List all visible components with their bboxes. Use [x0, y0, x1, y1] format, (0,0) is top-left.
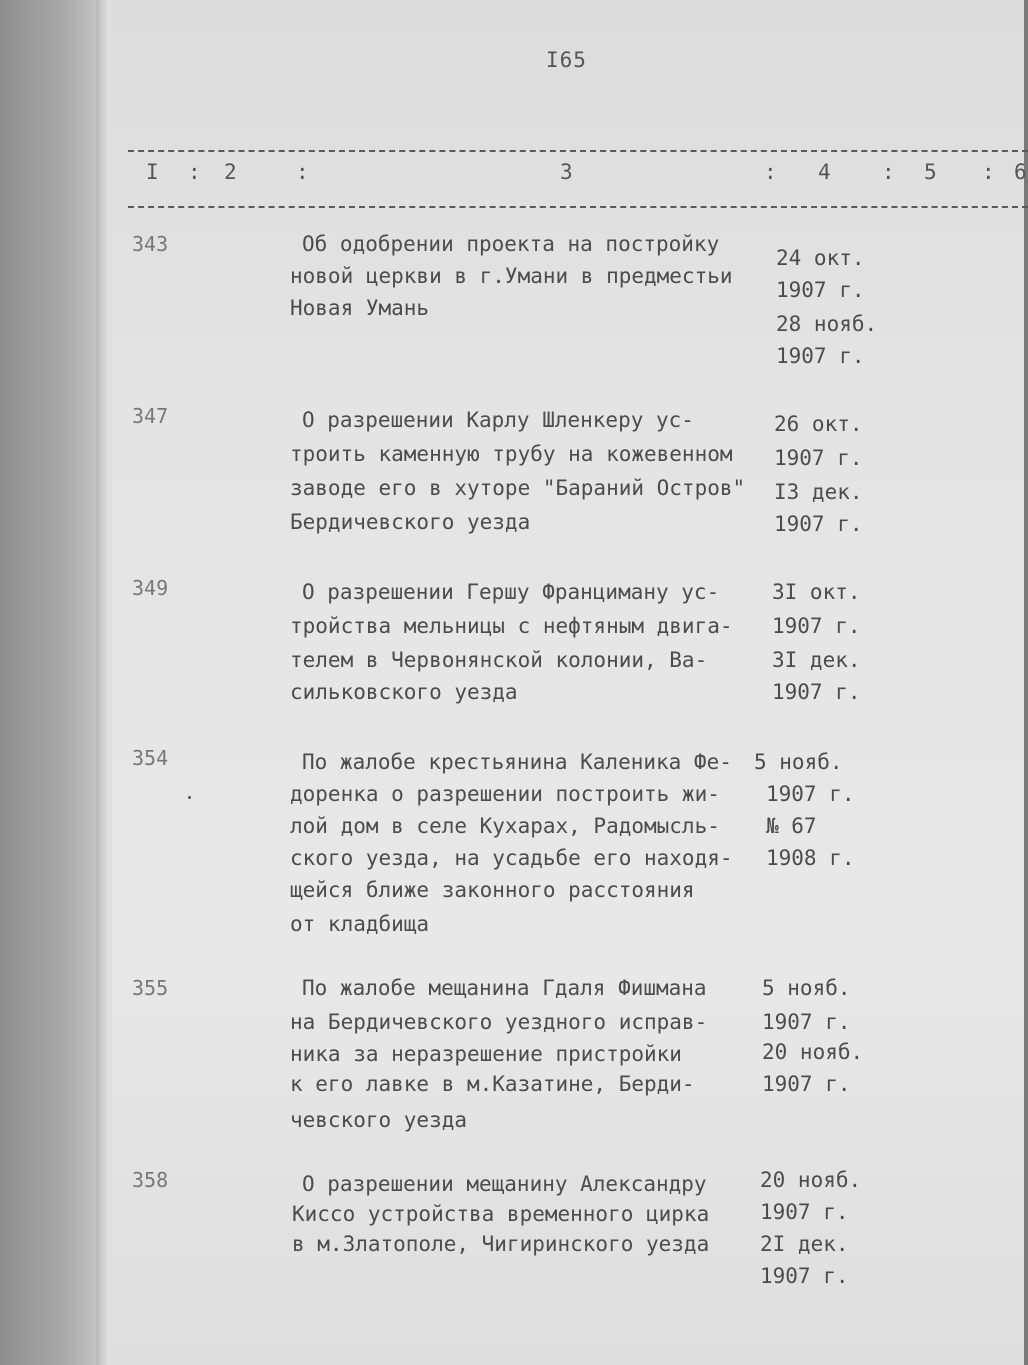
entry-text-line: заводе его в хуторе "Бараний Остров": [290, 476, 746, 500]
entry-date: 3I дек.: [772, 648, 861, 672]
page-number: I65: [546, 48, 587, 72]
entry-date: I3 дек.: [774, 480, 863, 504]
entry-text-line: сильковского уезда: [290, 680, 518, 704]
entry-date: 1907 г.: [774, 512, 863, 536]
entry-text-line: ского уезда, на усадьбе его находя-: [290, 846, 733, 870]
entry-date: 1907 г.: [772, 680, 861, 704]
column-separator: :: [296, 160, 309, 184]
entry-date: 5 нояб.: [754, 750, 843, 774]
entry-text-line: тройства мельницы с нефтяным двига-: [290, 614, 733, 638]
column-header: I: [146, 160, 159, 184]
header-rule-bottom: [128, 206, 1028, 208]
entry-number: 347: [132, 404, 169, 428]
entry-text-line: По жалобе крестьянина Каленика Фе-: [302, 750, 732, 774]
entry-text-line: По жалобе мещанина Гдаля Фишмана: [302, 976, 707, 1000]
column-separator: :: [982, 160, 995, 184]
entry-date: 1907 г.: [774, 446, 863, 470]
entry-date: № 67: [766, 814, 817, 838]
entry-text-line: доренка о разрешении построить жи-: [290, 782, 720, 806]
column-separator: :: [764, 160, 777, 184]
ink-speck: [188, 796, 191, 799]
entry-date: 1907 г.: [772, 614, 861, 638]
header-rule-top: [128, 150, 1028, 152]
entry-date: 1907 г.: [776, 344, 865, 368]
column-header: 4: [818, 160, 831, 184]
entry-text-line: телем в Червонянской колонии, Ва-: [290, 648, 708, 672]
entry-date: 1907 г.: [766, 782, 855, 806]
entry-text-line: Об одобрении проекта на постройку: [302, 232, 720, 256]
entry-text-line: ника за неразрешение пристройки: [290, 1042, 682, 1066]
entry-text-line: Киссо устройства временного цирка: [292, 1202, 710, 1226]
entry-text-line: к его лавке в м.Казатине, Берди-: [290, 1072, 695, 1096]
entry-date: 24 окт.: [776, 246, 865, 270]
entry-number: 343: [132, 232, 169, 256]
entry-number: 354: [132, 746, 169, 770]
entry-date: 20 нояб.: [760, 1168, 862, 1192]
column-header: 5: [924, 160, 937, 184]
entry-date: 2I дек.: [760, 1232, 849, 1256]
entry-date: 1907 г.: [776, 278, 865, 302]
column-header: 2: [224, 160, 237, 184]
entry-date: 20 нояб.: [762, 1040, 864, 1064]
entry-date: 1908 г.: [766, 846, 855, 870]
entry-date: 1907 г.: [762, 1010, 851, 1034]
entry-number: 358: [132, 1168, 169, 1192]
column-header: 6: [1014, 160, 1027, 184]
entry-text-line: на Бердичевского уездного исправ-: [290, 1010, 708, 1034]
entry-date: 1907 г.: [760, 1200, 849, 1224]
column-header: 3: [560, 160, 573, 184]
entry-text-line: О разрешении Гершу Франциману ус-: [302, 580, 720, 604]
entry-text-line: от кладбища: [290, 912, 430, 936]
column-separator: :: [188, 160, 201, 184]
entry-text-line: Бердичевского уезда: [290, 510, 531, 534]
entry-date: 1907 г.: [760, 1264, 849, 1288]
entry-text-line: троить каменную трубу на кожевенном: [290, 442, 733, 466]
entry-text-line: лой дом в селе Кухарах, Радомысль-: [290, 814, 720, 838]
entry-text-line: щейся ближе законного расстояния: [290, 878, 695, 902]
entry-text-line: О разрешении Карлу Шленкеру ус-: [302, 408, 694, 432]
entry-date: 3I окт.: [772, 580, 861, 604]
entry-number: 349: [132, 576, 169, 600]
entry-text-line: О разрешении мещанину Александру: [302, 1172, 707, 1196]
entry-text-line: Новая Умань: [290, 296, 430, 320]
entry-text-line: чевского уезда: [290, 1108, 468, 1132]
entry-date: 26 окт.: [774, 412, 863, 436]
document-page: [112, 0, 1027, 1365]
entry-text-line: новой церкви в г.Умани в предместьи: [290, 264, 733, 288]
entry-date: 28 нояб.: [776, 312, 878, 336]
column-separator: :: [882, 160, 895, 184]
entry-date: 1907 г.: [762, 1072, 851, 1096]
entry-number: 355: [132, 976, 169, 1000]
entry-text-line: в м.Златополе, Чигиринского уезда: [292, 1232, 710, 1256]
entry-date: 5 нояб.: [762, 976, 851, 1000]
